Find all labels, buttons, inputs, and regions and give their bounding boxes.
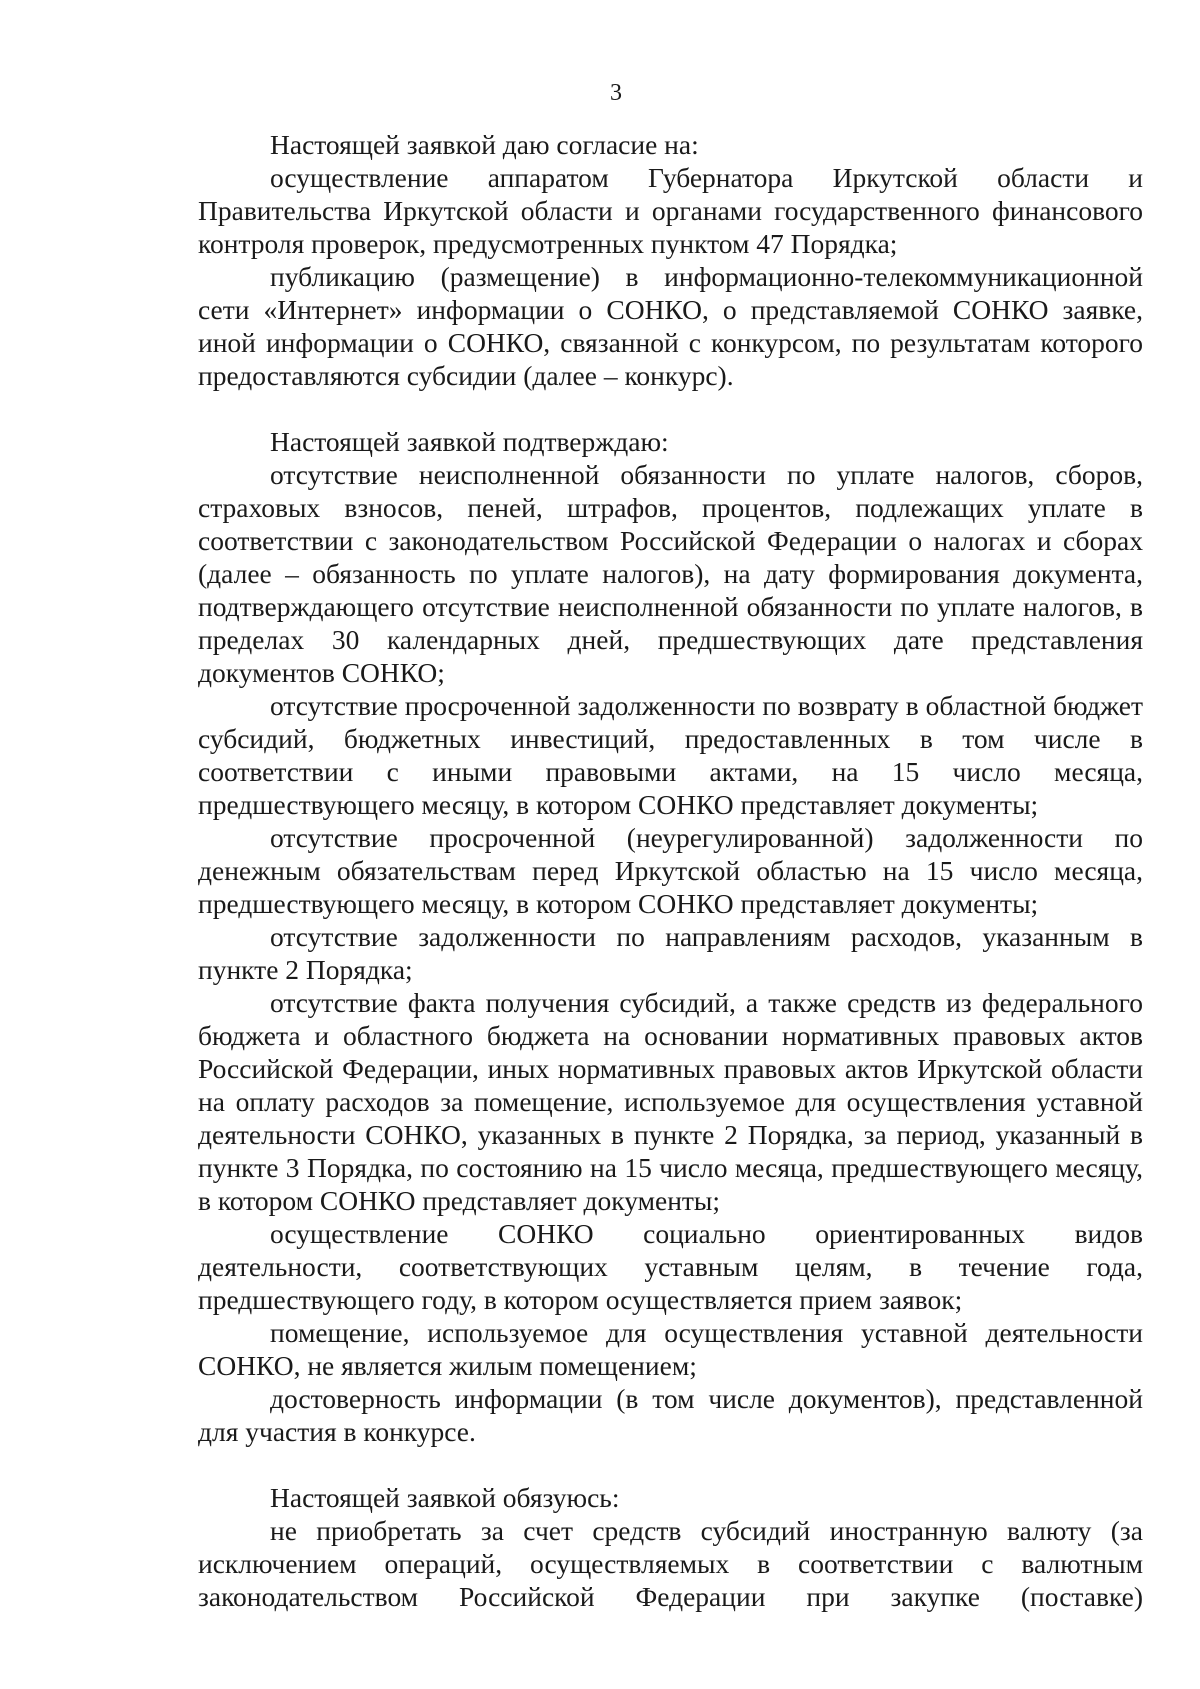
paragraph: отсутствие неисполненной обязанности по уплате налогов, сборов, страховых взносов, пеней, штрафов, процентов, подлежащих уплате в соответствии с законодательством Российской Федерации о налогах и сборах (далее – обязанность по уплате налогов), на дату формирования документа, подтверждающего отсутствие неисполненной обязанности по уплате налогов, в пределах 30 календарных дней, предшествующих дате представления документов СОНКО; bbox=[198, 459, 1143, 688]
section-heading-obligations: Настоящей заявкой обязуюсь: bbox=[270, 1482, 620, 1513]
document-body bbox=[198, 128, 1143, 1613]
section-spacer bbox=[198, 1448, 1143, 1481]
paragraph: отсутствие задолженности по направлениям расходов, указанным в пункте 2 Порядка; bbox=[198, 921, 1143, 985]
page-number: 3 bbox=[610, 80, 622, 106]
section-heading-confirm: Настоящей заявкой подтверждаю: bbox=[270, 426, 669, 457]
paragraph: не приобретать за счет средств субсидий иностранную валюту (за исключением операций, осуществляемых в соответствии с валютным законодательством Российской Федерации при закупке (поставке) bbox=[198, 1515, 1143, 1612]
paragraph: отсутствие просроченной задолженности по возврату в областной бюджет субсидий, бюджетных инвестиций, предоставленных в том числе в соответствии с иными правовыми актами, на 15 число месяца, предшествующего месяцу, в котором СОНКО представляет документы; bbox=[198, 690, 1143, 820]
paragraph: осуществление СОНКО социально ориентированных видов деятельности, соответствующих уставным целям, в течение года, предшествующего году, в котором осуществляется прием заявок; bbox=[198, 1218, 1143, 1315]
paragraph: помещение, используемое для осуществления уставной деятельности СОНКО, не является жилым помещением; bbox=[198, 1317, 1143, 1381]
paragraph: осуществление аппаратом Губернатора Иркутской области и Правительства Иркутской области и органами государственного финансового контроля проверок, предусмотренных пунктом 47 Порядка; bbox=[198, 162, 1143, 259]
section-heading-consent: Настоящей заявкой даю согласие на: bbox=[270, 129, 699, 160]
paragraph: отсутствие факта получения субсидий, а также средств из федерального бюджета и областного бюджета на основании нормативных правовых актов Российской Федерации, иных нормативных правовых актов Иркутской области на оплату расходов за помещение, используемое для осуществления уставной деятельности СОНКО, указанных в пункте 2 Порядка, за период, указанный в пункте 3 Порядка, по состоянию на 15 число месяца, предшествующего месяцу, в котором СОНКО представляет документы; bbox=[198, 987, 1143, 1216]
section-spacer bbox=[198, 392, 1143, 425]
paragraph: публикацию (размещение) в информационно-телекоммуникационной сети «Интернет» информации о СОНКО, о представляемой СОНКО заявке, иной информации о СОНКО, связанной с конкурсом, по результатам которого предоставляются субсидии (далее – конкурс). bbox=[198, 261, 1143, 391]
paragraph: достоверность информации (в том числе документов), представленной для участия в конкурсе. bbox=[198, 1383, 1143, 1447]
paragraph: отсутствие просроченной (неурегулированной) задолженности по денежным обязательствам перед Иркутской областью на 15 число месяца, предшествующего месяцу, в котором СОНКО представляет документы; bbox=[198, 822, 1143, 919]
